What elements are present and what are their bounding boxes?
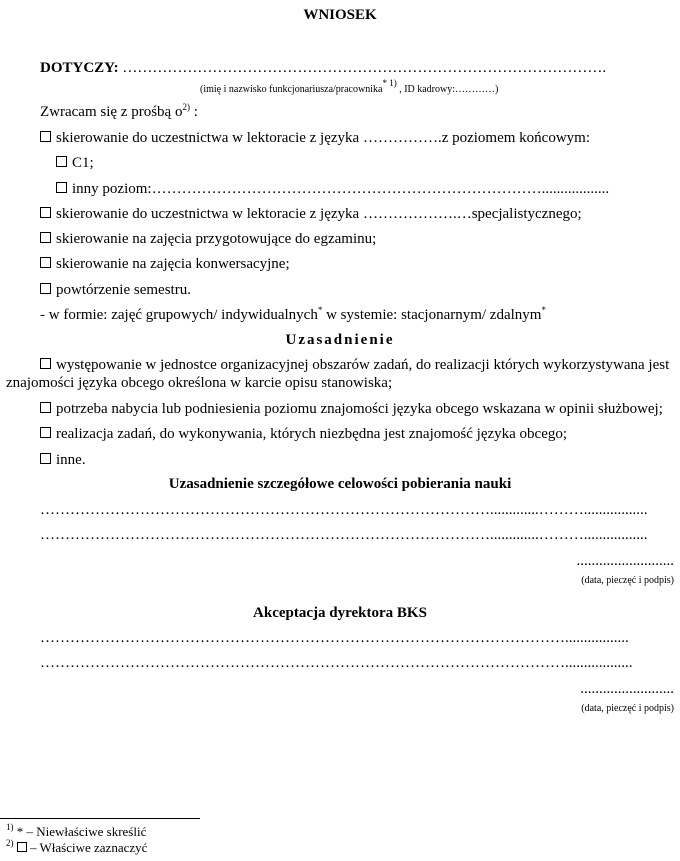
checkbox[interactable] — [40, 427, 51, 438]
detail-heading: Uzasadnienie szczegółowe celowości pobierania nauki — [168, 476, 512, 492]
detail-line-1[interactable]: ……………………………………………………………………………….............………................. — [40, 502, 648, 518]
option-powtorzenie[interactable] — [40, 281, 191, 299]
detail-signature-caption: (data, pieczęć i podpis) — [581, 575, 674, 586]
footnote-text: * – Niewłaściwe skreślić — [13, 824, 147, 839]
checkbox[interactable] — [40, 358, 51, 369]
option-konwersacje[interactable] — [40, 255, 290, 273]
checkbox[interactable] — [40, 131, 51, 142]
option-label: skierowanie do uczestnictwa w lektoracie z języka …………….z poziomem końcowym: — [56, 130, 590, 146]
form-text: - w formie: zajęć grupowych/ indywidualnych — [40, 307, 318, 323]
reason-label: występowanie w jednostce organizacyjnej obszarów zadań, do realizacji których wykorzystywana jest — [56, 357, 670, 373]
accept-line-2[interactable]: …………………………………………………………………………………………….................. — [40, 655, 633, 671]
option-specjalistyczny[interactable] — [40, 205, 582, 223]
footnote-1 — [6, 824, 146, 839]
footnote-text: – Właściwe zaznaczyć — [26, 840, 148, 855]
option-label: skierowanie na zajęcia przygotowujące do egzaminu; — [56, 231, 377, 247]
intro-colon: : — [189, 104, 198, 120]
option-inny-poziom[interactable] — [56, 180, 609, 198]
footnote-sup: 2) — [6, 838, 14, 848]
intro-sup: 2) — [182, 102, 190, 112]
intro-line — [40, 103, 198, 121]
checkbox[interactable] — [56, 156, 67, 167]
option-lektorat[interactable] — [40, 129, 590, 147]
option-label: skierowanie na zajęcia konwersacyjne; — [56, 256, 290, 272]
dotyczy-dots[interactable]: ……………………………………………………………………………………. — [122, 60, 607, 76]
option-label: skierowanie do uczestnictwa w lektoracie z języka ……………….…specjalistycznego; — [56, 206, 582, 222]
option-c1[interactable] — [56, 154, 94, 172]
reason-opinia[interactable] — [40, 400, 663, 418]
footnote-sup: 1) — [6, 822, 14, 832]
footnote-divider — [0, 818, 200, 819]
checkbox[interactable] — [56, 182, 67, 193]
checkbox[interactable] — [40, 453, 51, 464]
detail-signature-dots[interactable]: .......................... — [576, 553, 674, 569]
form-line — [40, 306, 546, 324]
detail-line-2[interactable]: ……………………………………………………………………………….............………................. — [40, 527, 648, 543]
accept-heading: Akceptacja dyrektora BKS — [253, 605, 427, 621]
checkbox[interactable] — [40, 232, 51, 243]
page-title: WNIOSEK — [303, 7, 377, 23]
checkbox[interactable] — [40, 207, 51, 218]
accept-line-1[interactable]: ……………………………………………………………………………………………................. — [40, 630, 629, 646]
option-label: C1; — [72, 155, 94, 171]
form-sup: * — [317, 305, 323, 315]
checkbox[interactable] — [40, 257, 51, 268]
accept-signature-caption: (data, pieczęć i podpis) — [581, 703, 674, 714]
option-label: inny poziom:…………………………………………………………………….................. — [72, 181, 610, 197]
reason-zadania[interactable] — [40, 356, 669, 374]
reason-realizacja[interactable] — [40, 425, 567, 443]
checkbox[interactable] — [40, 402, 51, 413]
reason-zadania-cont: znajomości języka obcego określona w karcie opisu stanowiska; — [6, 375, 393, 391]
checkbox-icon — [17, 842, 27, 852]
checkbox[interactable] — [40, 283, 51, 294]
option-label: powtórzenie semestru. — [56, 282, 191, 298]
system-sup: * — [541, 305, 546, 315]
reason-label: realizacja zadań, do wykonywania, których niezbędna jest znajomość języka obcego; — [56, 426, 568, 442]
reason-inne[interactable] — [40, 451, 86, 469]
uzasadnienie-heading: Uzasadnienie — [285, 332, 395, 348]
accept-signature-dots[interactable]: ......................... — [580, 681, 674, 697]
reason-label: potrzeba nabycia lub podniesienia poziomu znajomości języka obcego wskazana w opinii służbowej; — [56, 401, 663, 417]
hint-text: (imię i nazwisko funkcjonariusza/pracownika — [200, 84, 383, 95]
reason-label: inne. — [56, 452, 86, 468]
system-text: w systemie: stacjonarnym/ zdalnym — [322, 307, 542, 323]
hint-id: , ID kadrowy:…………) — [399, 84, 499, 95]
dotyczy-label: DOTYCZY: — [40, 60, 119, 76]
hint-sup: * 1) — [382, 78, 397, 88]
intro-text: Zwracam się z prośbą o — [40, 104, 183, 120]
dotyczy-line — [40, 59, 606, 77]
option-egzamin[interactable] — [40, 230, 376, 248]
footnote-2 — [6, 840, 147, 855]
dotyczy-hint — [200, 78, 499, 96]
